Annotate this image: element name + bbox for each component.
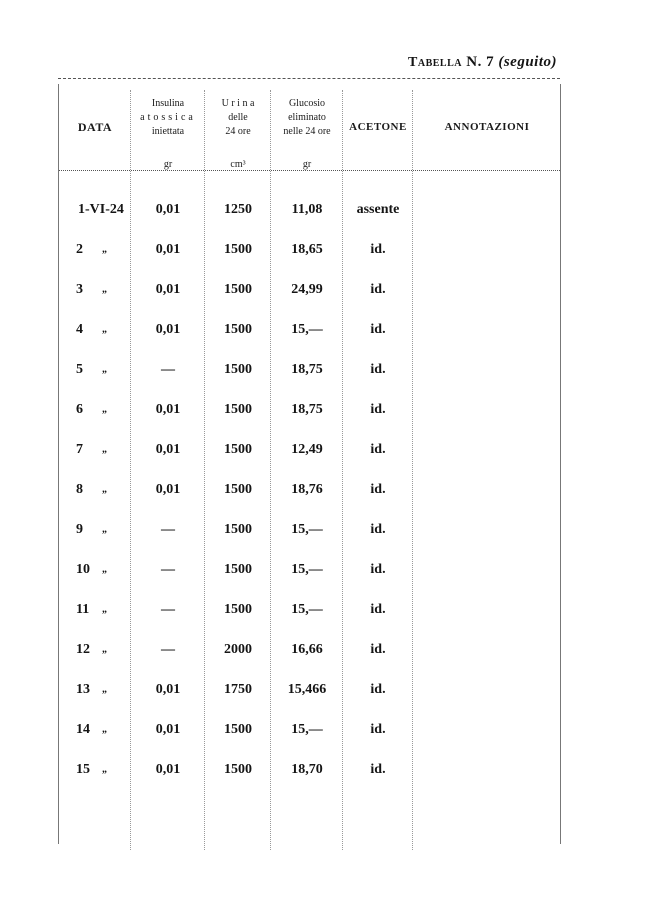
cell-insulina: 0,01	[155, 402, 181, 417]
header-urina	[206, 97, 270, 139]
cell-glucosio: 18,75	[291, 362, 323, 377]
top-rule	[58, 78, 560, 79]
cell-acetone: assente	[356, 202, 400, 217]
cell-glucosio: 15,—	[291, 722, 323, 737]
header-insulina-line: Insulina	[151, 98, 185, 109]
ditto-mark: „	[102, 324, 107, 335]
ditto-mark: „	[102, 444, 107, 455]
header-data: DATA	[77, 120, 113, 134]
unit-glucosio: gr	[302, 159, 312, 170]
cell-acetone: id.	[370, 762, 386, 777]
cell-insulina: 0,01	[155, 282, 181, 297]
cell-day: 4	[76, 322, 83, 337]
header-insulina	[132, 97, 204, 139]
unit-insulina: gr	[163, 159, 173, 170]
cell-glucosio: 18,65	[291, 242, 323, 257]
cell-insulina: 0,01	[155, 202, 181, 217]
cell-day: 15	[76, 762, 90, 777]
cell-day: 5	[76, 362, 83, 377]
column-divider	[204, 90, 205, 850]
cell-urina: 1750	[224, 682, 252, 697]
cell-day: 1-VI-24	[78, 202, 124, 217]
cell-urina: 1500	[224, 242, 252, 257]
ditto-mark: „	[102, 564, 107, 575]
cell-glucosio: 18,76	[291, 482, 323, 497]
ditto-mark: „	[102, 364, 107, 375]
cell-glucosio: 15,—	[291, 522, 323, 537]
cell-urina: 1500	[224, 482, 252, 497]
cell-acetone: id.	[370, 642, 386, 657]
ditto-mark: „	[102, 604, 107, 615]
cell-insulina: —	[161, 602, 175, 617]
cell-glucosio: 18,70	[291, 762, 323, 777]
table-caption	[408, 54, 557, 71]
cell-urina: 1500	[224, 402, 252, 417]
cell-insulina: 0,01	[155, 482, 181, 497]
cell-day: 14	[76, 722, 90, 737]
header-glucosio-line: eliminato	[288, 112, 326, 123]
cell-day: 11	[76, 602, 90, 617]
ditto-mark: „	[102, 284, 107, 295]
cell-acetone: id.	[370, 562, 386, 577]
ditto-mark: „	[102, 764, 107, 775]
cell-day: 10	[76, 562, 90, 577]
cell-glucosio: 15,—	[291, 562, 323, 577]
ditto-mark: „	[102, 644, 107, 655]
cell-acetone: id.	[370, 402, 386, 417]
ditto-mark: „	[102, 524, 107, 535]
cell-urina: 1500	[224, 522, 252, 537]
cell-acetone: id.	[370, 362, 386, 377]
cell-insulina: 0,01	[155, 682, 181, 697]
ditto-mark: „	[102, 244, 107, 255]
left-border	[58, 84, 59, 844]
caption-suffix: (seguito)	[498, 54, 557, 70]
cell-urina: 1250	[224, 202, 252, 217]
cell-acetone: id.	[370, 282, 386, 297]
header-glucosio-line: nelle 24 ore	[283, 126, 331, 137]
cell-acetone: id.	[370, 722, 386, 737]
cell-acetone: id.	[370, 322, 386, 337]
cell-day: 2	[76, 242, 83, 257]
cell-insulina: 0,01	[155, 762, 181, 777]
header-urina-line: U r i n a	[221, 98, 255, 109]
cell-day: 8	[76, 482, 83, 497]
cell-acetone: id.	[370, 602, 386, 617]
ditto-mark: „	[102, 724, 107, 735]
cell-urina: 1500	[224, 362, 252, 377]
cell-acetone: id.	[370, 522, 386, 537]
ditto-mark: „	[102, 484, 107, 495]
cell-day: 13	[76, 682, 90, 697]
cell-day: 12	[76, 642, 90, 657]
header-urina-line: 24 ore	[225, 126, 251, 137]
header-urina-line: delle	[228, 112, 248, 123]
cell-urina: 1500	[224, 322, 252, 337]
header-rule	[58, 170, 560, 171]
cell-insulina: —	[161, 362, 175, 377]
cell-day: 7	[76, 442, 83, 457]
header-insulina-line: iniettata	[151, 126, 185, 137]
column-divider	[130, 90, 131, 850]
header-glucosio-line: Glucosio	[288, 98, 326, 109]
cell-glucosio: 15,—	[291, 322, 323, 337]
header-insulina-line: atossica	[140, 112, 196, 123]
caption-number: N. 7	[466, 54, 495, 70]
cell-insulina: 0,01	[155, 322, 181, 337]
cell-glucosio: 24,99	[291, 282, 323, 297]
cell-day: 6	[76, 402, 83, 417]
cell-acetone: id.	[370, 242, 386, 257]
cell-urina: 1500	[224, 562, 252, 577]
cell-glucosio: 12,49	[291, 442, 323, 457]
cell-glucosio: 15,—	[291, 602, 323, 617]
cell-insulina: 0,01	[155, 242, 181, 257]
header-glucosio	[272, 97, 342, 139]
cell-day: 9	[76, 522, 83, 537]
caption-prefix: Tabella	[408, 55, 462, 70]
cell-urina: 2000	[224, 642, 252, 657]
cell-acetone: id.	[370, 482, 386, 497]
cell-urina: 1500	[224, 442, 252, 457]
right-border	[560, 84, 561, 844]
column-divider	[270, 90, 271, 850]
cell-insulina: —	[161, 522, 175, 537]
cell-urina: 1500	[224, 762, 252, 777]
ditto-mark: „	[102, 404, 107, 415]
cell-urina: 1500	[224, 722, 252, 737]
unit-urina: cm³	[230, 159, 246, 170]
header-acetone: ACETONE	[349, 121, 407, 133]
cell-glucosio: 11,08	[291, 202, 323, 217]
cell-insulina: 0,01	[155, 722, 181, 737]
cell-glucosio: 16,66	[291, 642, 323, 657]
cell-insulina: —	[161, 642, 175, 657]
cell-glucosio: 15,466	[287, 682, 327, 697]
column-divider	[342, 90, 343, 850]
header-annotazioni: ANNOTAZIONI	[444, 121, 530, 133]
cell-acetone: id.	[370, 442, 386, 457]
cell-glucosio: 18,75	[291, 402, 323, 417]
cell-acetone: id.	[370, 682, 386, 697]
column-divider	[412, 90, 413, 850]
cell-urina: 1500	[224, 602, 252, 617]
cell-urina: 1500	[224, 282, 252, 297]
cell-insulina: —	[161, 562, 175, 577]
ditto-mark: „	[102, 684, 107, 695]
cell-day: 3	[76, 282, 83, 297]
cell-insulina: 0,01	[155, 442, 181, 457]
